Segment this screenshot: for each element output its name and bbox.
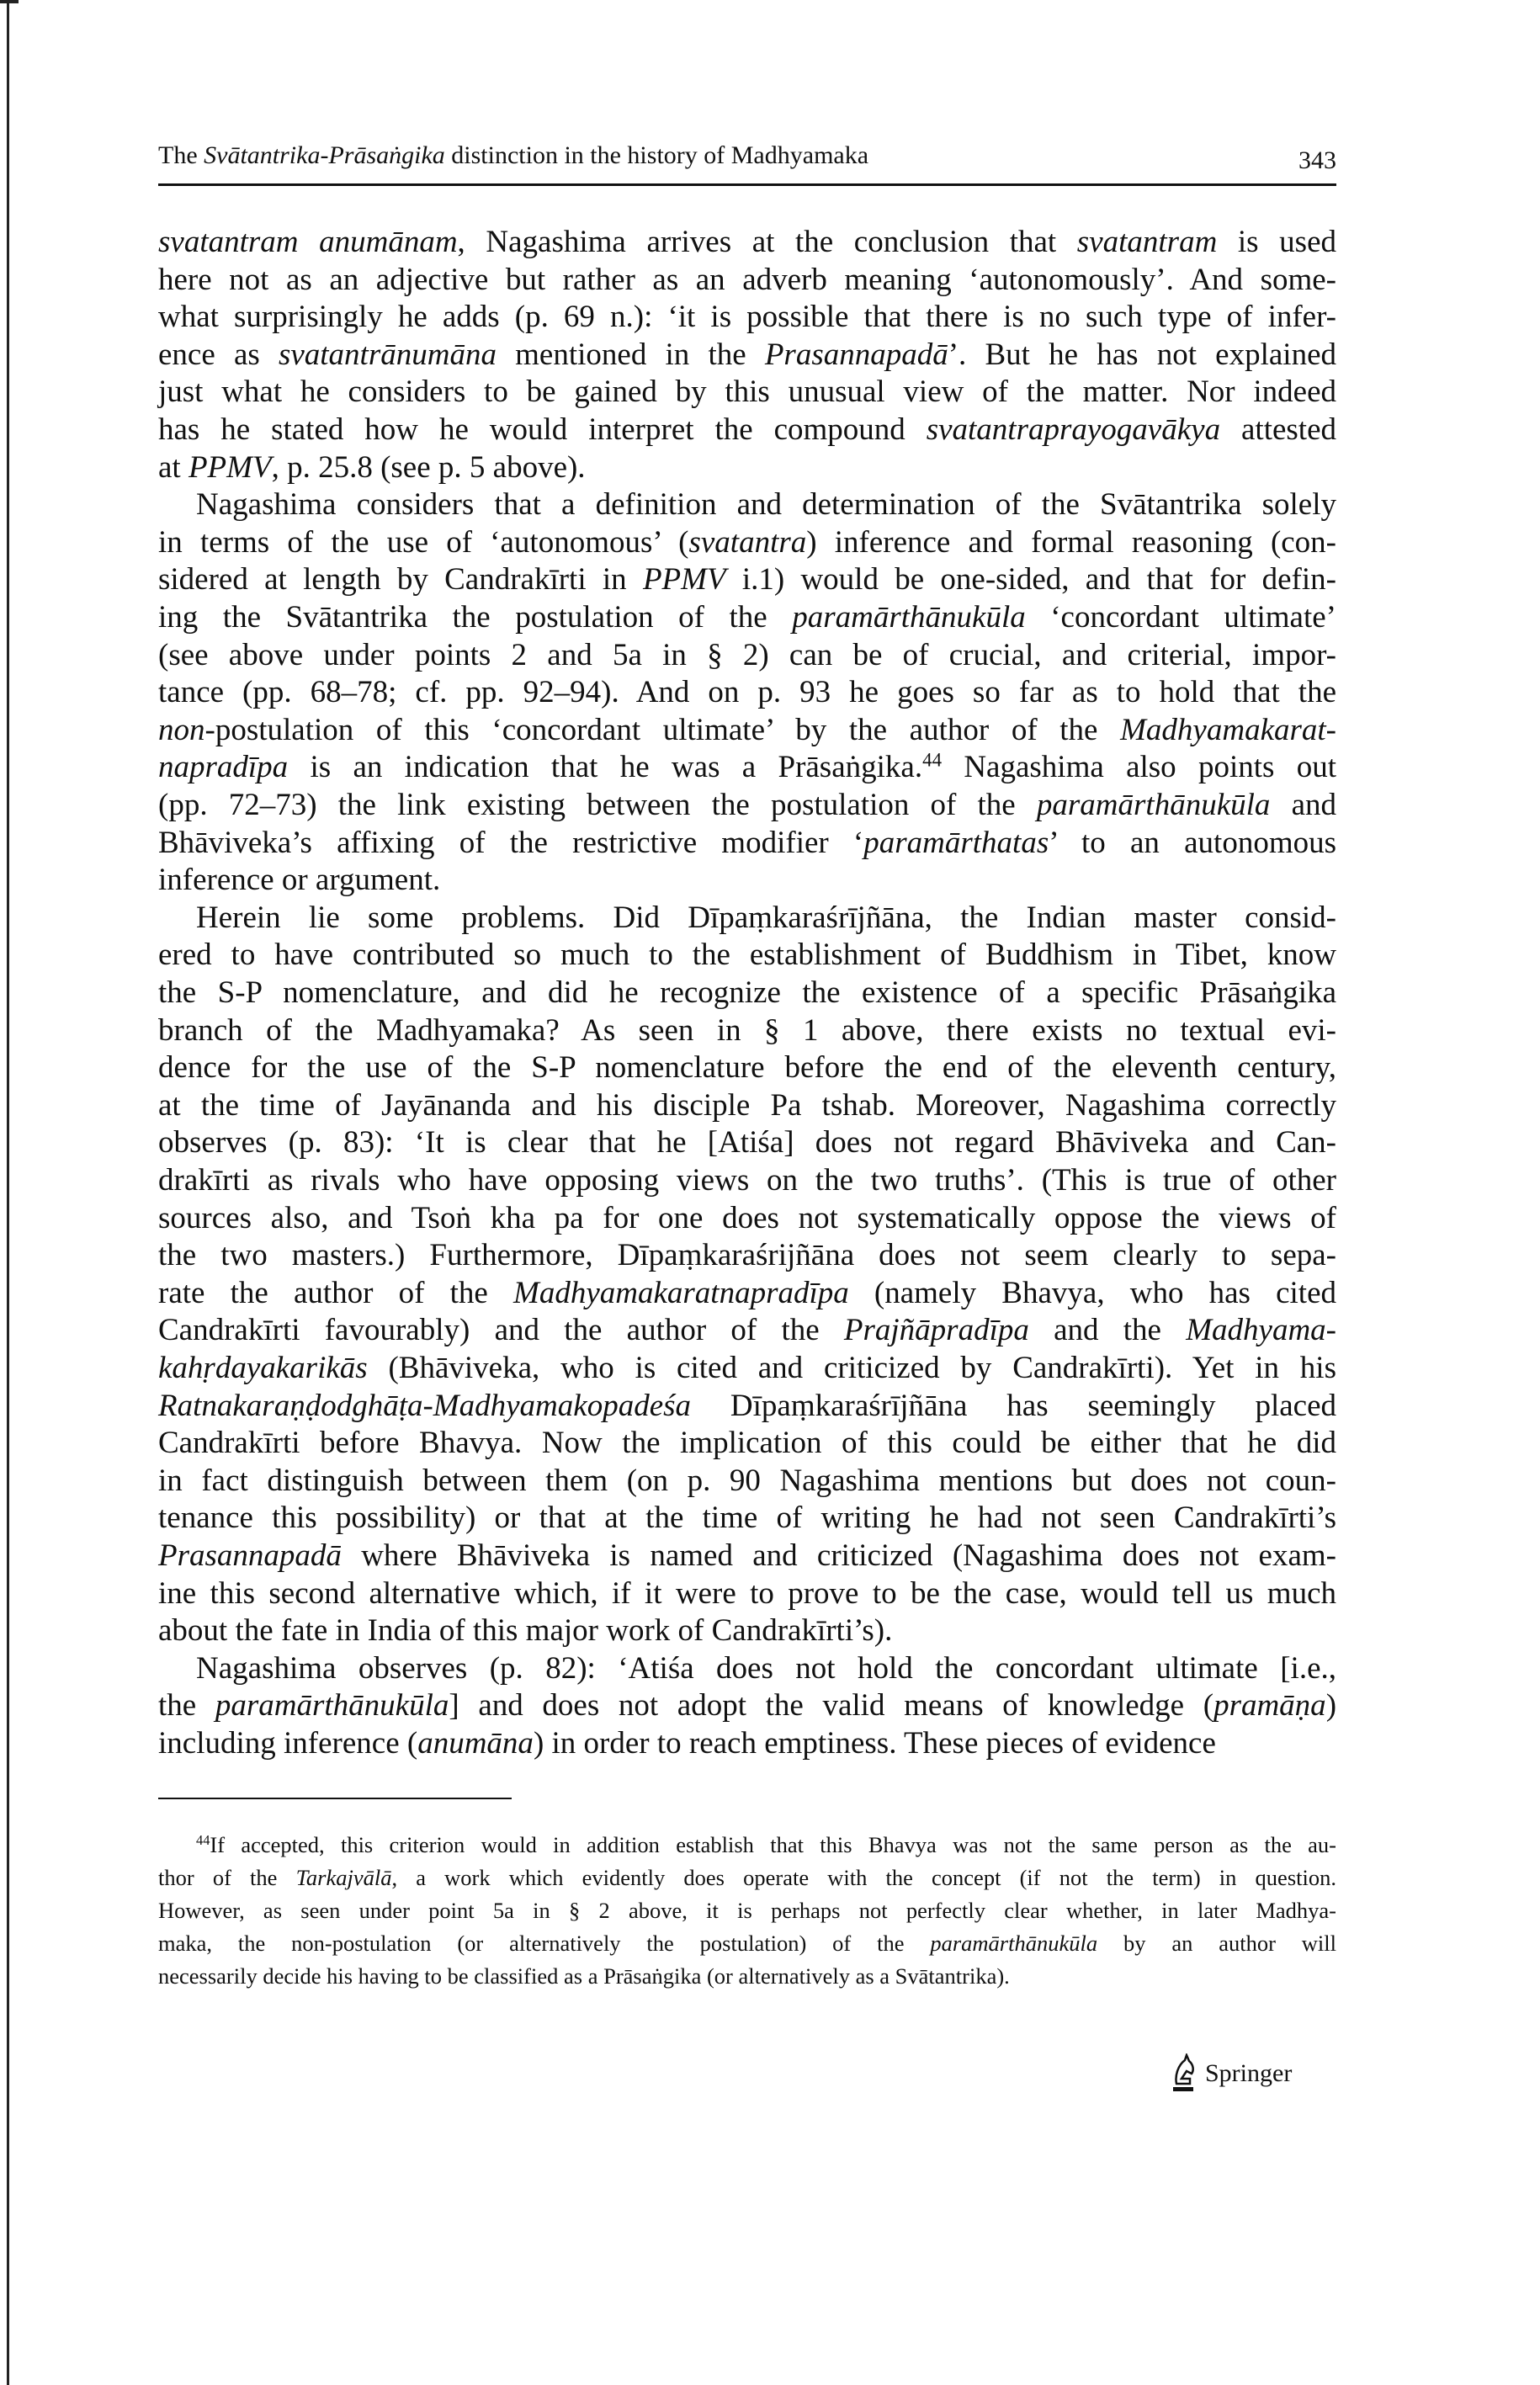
text-line (158, 637, 1336, 674)
text-line (158, 1425, 1336, 1462)
text-line (158, 599, 1336, 636)
page-number: 343 (1298, 146, 1336, 174)
text-run: i.1) would be one-sided, and that for defin- (725, 562, 1336, 598)
footnote-rule (158, 1798, 512, 1799)
text-run: in fact distinguish between them (on p. 90 Nagashima mentions but does not coun- (158, 1463, 1336, 1498)
text-line (158, 1087, 1336, 1124)
text-line (158, 262, 1336, 299)
text-run: ) in order to reach emptiness. These pieces of evidence (533, 1726, 1216, 1761)
text-run: mentioned in the (496, 337, 765, 372)
text-line (158, 412, 1336, 449)
italic-term: svatantra (688, 524, 807, 560)
italic-term: napradīpa (158, 750, 289, 785)
scan-edge-line (7, 0, 9, 2385)
text-run: is used (1217, 225, 1336, 259)
running-header (158, 141, 1336, 174)
text-run: If accepted, this criterion would in addition establish that this Bhavya was not the same person as the au- (210, 1832, 1336, 1857)
text-run: about the fate in India of this major work of Candrakīrti’s). (158, 1613, 893, 1649)
footnote-marker: 44 (922, 749, 943, 771)
text-line (158, 561, 1336, 598)
text-line (158, 1960, 1336, 1993)
italic-term: paramārthānukūla (930, 1931, 1098, 1956)
text-run: observes (p. 83): ‘It is clear that he [Atiśa] does not regard Bhāviveka and Can- (158, 1125, 1336, 1161)
text-line (158, 224, 1336, 261)
text-line (158, 1862, 1336, 1894)
text-line (158, 1162, 1336, 1199)
text-line (158, 1687, 1336, 1724)
publisher-name: Springer (1205, 2059, 1293, 2087)
italic-term: Prasannapadā (764, 337, 948, 372)
italic-term: svatantram (1076, 225, 1218, 259)
text-line (158, 1538, 1336, 1575)
text-run: rate the author of the (158, 1275, 513, 1310)
text-run: sources also, and Tsoṅ kha pa for one does not systematically oppose the views of (158, 1200, 1336, 1235)
text-line (158, 975, 1336, 1012)
text-line (196, 900, 1336, 937)
text-run: attested (1220, 412, 1337, 447)
text-run: inference or argument. (158, 863, 441, 898)
text-run: Candrakīrti favourably) and the author of the (158, 1313, 844, 1348)
text-run: (pp. 72–73) the link existing between the postulation of the (158, 788, 1037, 822)
publisher-logo (1170, 2053, 1292, 2094)
text-line (158, 712, 1336, 749)
text-run: is an indication that he was a Prāsaṅgika. (288, 750, 923, 785)
text-run: necessarily decide his having to be classified as a Prāsaṅgika (or alternatively as a Svātantrika). (158, 1963, 1010, 1989)
text-run: by an author will (1097, 1931, 1336, 1956)
text-run: what surprisingly he adds (p. 69 n.): ‘it is possible that there is no such type of infer- (158, 300, 1336, 335)
text-run: ’ to an autonomous (1049, 825, 1336, 860)
text-run: (see above under points 2 and 5a in § 2) can be of crucial, and criterial, impor- (158, 637, 1336, 672)
text-run: (namely Bhavya, who has cited (848, 1275, 1336, 1310)
text-run: and (1270, 788, 1336, 822)
text-line (196, 486, 1336, 523)
scan-edge-mark (0, 0, 19, 3)
text-run: where Bhāviveka is named and criticized (Nagashima does not exam- (341, 1538, 1336, 1573)
text-line (196, 1829, 1336, 1862)
text-line (158, 1237, 1336, 1274)
text-line (158, 299, 1336, 336)
italic-term: Prajñāpradīpa (843, 1313, 1029, 1348)
text-run: tenance this possibility) or that at the time of writing he had not seen Candrakīrti’s (158, 1501, 1336, 1536)
text-run: thor of the (158, 1865, 296, 1890)
italic-term: svatantram anumānam (158, 225, 458, 259)
text-run: ] and does not adopt the valid means of knowledge ( (449, 1688, 1214, 1724)
text-line (158, 374, 1336, 411)
italic-term: non (158, 712, 205, 747)
header-rule (158, 183, 1336, 186)
italic-term: pramāṇa (1213, 1688, 1326, 1724)
text-line (158, 1463, 1336, 1500)
header-title-italic: Svātantrika-Prāsaṅgika (204, 141, 445, 169)
text-line (158, 1124, 1336, 1161)
italic-term: Prasannapadā (158, 1538, 342, 1573)
text-run: ) (1325, 1688, 1337, 1724)
text-run: drakīrti as rivals who have opposing views on the two truths’. (This is true of other (158, 1163, 1336, 1198)
text-run: here not as an adjective but rather as an adverb meaning ‘autonomously’. And some- (158, 262, 1336, 297)
text-run: , p. 25.8 (see p. 5 above). (271, 449, 586, 485)
text-run: ing the Svātantrika the postulation of the (158, 600, 793, 635)
italic-term: PPMV (188, 449, 272, 485)
header-title-suffix: distinction in the history of Madhyamaka (444, 141, 869, 169)
text-run: ered to have contributed so much to the establishment of Buddhism in Tibet, know (158, 938, 1336, 973)
italic-term: paramārthatas (863, 825, 1049, 860)
italic-term: paramārthānukūla (215, 1688, 449, 1724)
text-run: , Nagashima arrives at the conclusion that (457, 225, 1077, 259)
text-line (158, 1927, 1336, 1960)
text-line (158, 1200, 1336, 1237)
italic-term: svatantraprayogavākya (926, 412, 1221, 447)
italic-term: paramārthānukūla (792, 600, 1026, 635)
text-run: Herein lie some problems. Did Dīpaṃkaraśrījñāna, the Indian master consid- (196, 900, 1336, 935)
text-run: in terms of the use of ‘autonomous’ ( (158, 524, 689, 560)
text-line (158, 937, 1336, 974)
text-run: ) inference and formal reasoning (con- (806, 524, 1337, 560)
text-run: ine this second alternative which, if it were to prove to be the case, would tell us much (158, 1575, 1336, 1611)
header-title-prefix: The (158, 141, 204, 169)
text-run: maka, the non-postulation (or alternatively the postulation) of the (158, 1931, 931, 1956)
text-line (158, 674, 1336, 711)
italic-term: anumāna (417, 1726, 534, 1761)
text-run: ’. But he has not explained (948, 337, 1336, 372)
text-line (158, 1575, 1336, 1612)
text-line (158, 1049, 1336, 1086)
text-run: at the time of Jayānanda and his disciple Pa tshab. Moreover, Nagashima correctly (158, 1087, 1336, 1123)
text-run: Nagashima observes (p. 82): ‘Atiśa does not hold the concordant ultimate [i.e., (196, 1650, 1336, 1686)
text-run: Candrakīrti before Bhavya. Now the implication of this could be either that he did (158, 1426, 1336, 1461)
text-line (158, 825, 1336, 862)
text-run: Nagashima considers that a definition and determination of the Svātantrika solely (196, 487, 1336, 523)
text-run: , a work which evidently does operate with the concept (if not the term) in question. (391, 1865, 1336, 1890)
italic-term: Tarkajvālā (295, 1865, 392, 1890)
text-line (158, 862, 1336, 899)
text-run: branch of the Madhyamaka? As seen in § 1 above, there exists no textual evi- (158, 1012, 1336, 1048)
text-line (158, 787, 1336, 824)
text-line (158, 1012, 1336, 1049)
text-run: ‘concordant ultimate’ (1025, 600, 1336, 635)
text-line (158, 1312, 1336, 1349)
text-line (158, 1612, 1336, 1649)
text-run: Bhāviveka’s affixing of the restrictive modifier ‘ (158, 825, 864, 860)
text-run: (Bhāviveka, who is cited and criticized by Candrakīrti). Yet in his (367, 1351, 1336, 1385)
text-run: -postulation of this ‘concordant ultimate’ by the author of the (204, 712, 1121, 747)
text-line (158, 749, 1336, 786)
italic-term: kahṛdayakarikās (158, 1351, 368, 1385)
text-run: the S-P nomenclature, and did he recognize the existence of a specific Prāsaṅgika (158, 975, 1336, 1010)
text-run: the two masters.) Furthermore, Dīpaṃkaraśrijñāna does not seem clearly to sepa- (158, 1238, 1336, 1273)
text-run: including inference ( (158, 1726, 418, 1761)
text-run: sidered at length by Candrakīrti in (158, 562, 643, 598)
italic-term: Madhyamakarat- (1120, 712, 1336, 747)
text-line (158, 337, 1336, 374)
text-line (158, 1275, 1336, 1312)
text-line (158, 1388, 1336, 1425)
text-line (196, 1650, 1336, 1687)
text-run: Dīpaṃkaraśrījñāna has seemingly placed (691, 1388, 1336, 1423)
italic-term: svatantrānumāna (278, 337, 497, 372)
italic-term: paramārthānukūla (1036, 788, 1271, 822)
text-run: and the (1028, 1313, 1187, 1348)
text-line (158, 1500, 1336, 1537)
text-run: just what he considers to be gained by this unusual view of the matter. Nor indeed (158, 374, 1336, 410)
italic-term: Madhyama- (1186, 1313, 1336, 1348)
text-line (158, 1725, 1336, 1762)
text-line (158, 1350, 1336, 1387)
text-run: ence as (158, 337, 279, 372)
text-run: the (158, 1688, 215, 1724)
text-line (158, 524, 1336, 561)
text-line (158, 449, 1336, 486)
footnote-marker: 44 (196, 1831, 210, 1848)
italic-term: Ratnakaraṇḍodghāṭa-Madhyamakopadeśa (158, 1388, 692, 1423)
text-run: has he stated how he would interpret the compound (158, 412, 927, 447)
springer-knight-icon (1170, 2053, 1198, 2094)
text-run: dence for the use of the S-P nomenclature before the end of the eleventh century, (158, 1050, 1336, 1086)
text-run: However, as seen under point 5a in § 2 above, it is perhaps not perfectly clear whether, in later Madhya- (158, 1898, 1336, 1923)
text-run: at (158, 449, 189, 485)
italic-term: Madhyamakaratnapradīpa (513, 1275, 849, 1310)
text-run: Nagashima also points out (942, 750, 1336, 785)
text-run: tance (pp. 68–78; cf. pp. 92–94). And on p. 93 he goes so far as to hold that the (158, 675, 1336, 710)
italic-term: PPMV (642, 562, 726, 598)
text-line (158, 1894, 1336, 1927)
